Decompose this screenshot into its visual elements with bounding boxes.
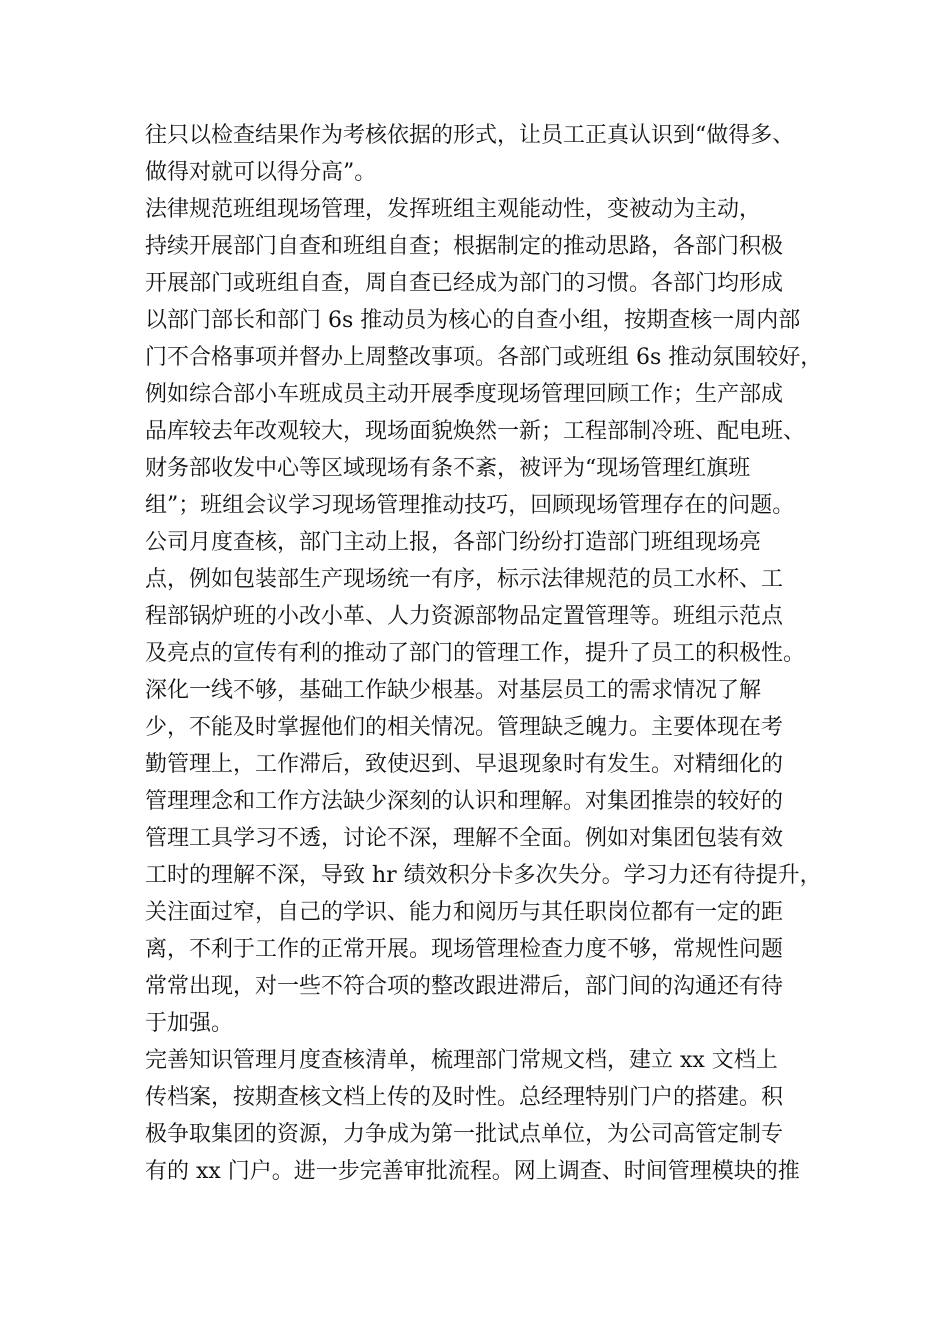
text-line: 持续开展部门自查和班组自查；根据制定的推动思路，各部门积极 [145,234,784,259]
text-line: 点，例如包装部生产现场统一有序，标示法律规范的员工水杯、工 [145,567,784,592]
text-line: 离，不利于工作的正常开展。现场管理检查力度不够，常规性问题 [145,937,784,962]
paragraph-2 [145,191,825,524]
text-line: 例如综合部小车班成员主动开展季度现场管理回顾工作；生产部成 [145,382,784,407]
text-line: 工时的理解不深，导致 hr 绩效积分卡多次失分。学习力还有待提升， [145,863,822,888]
text-line: 门不合格事项并督办上周整改事项。各部门或班组 6s 推动氛围较好， [145,345,823,370]
text-line: 勤管理上，工作滞后，致使迟到、早退现象时有发生。对精细化的 [145,752,784,777]
paragraph-5 [145,1042,825,1190]
paragraph-3 [145,524,825,672]
text-line: 法律规范班组现场管理，发挥班组主观能动性，变被动为主动， [145,197,762,222]
text-line: 程部锅炉班的小改小革、人力资源部物品定置管理等。班组示范点 [145,604,784,629]
text-line: 财务部收发中心等区域现场有条不紊，被评为“现场管理红旗班 [145,456,751,481]
text-line: 于加强。 [145,1011,234,1036]
paragraph-4 [145,672,825,1042]
text-line: 完善知识管理月度查核清单，梳理部门常规文档，建立 xx 文档上 [145,1048,778,1073]
text-line: 管理理念和工作方法缺少深刻的认识和理解。对集团推崇的较好的 [145,789,784,814]
text-line: 做得对就可以得分高”。 [145,160,377,185]
text-line: 极争取集团的资源，力争成为第一批试点单位，为公司高管定制专 [145,1122,784,1147]
text-line: 有的 xx 门户。进一步完善审批流程。网上调查、时间管理模块的推 [145,1159,800,1184]
text-line: 传档案，按期查核文档上传的及时性。总经理特别门户的搭建。积 [145,1085,784,1110]
paragraph-1 [145,117,825,191]
text-line: 品库较去年改观较大，现场面貌焕然一新；工程部制冷班、配电班、 [145,419,806,444]
text-line: 关注面过窄，自己的学识、能力和阅历与其任职岗位都有一定的距 [145,900,784,925]
text-line: 少，不能及时掌握他们的相关情况。管理缺乏魄力。主要体现在考 [145,715,784,740]
text-line: 常常出现，对一些不符合项的整改跟进滞后，部门间的沟通还有待 [145,974,784,999]
text-line: 管理工具学习不透，讨论不深，理解不全面。例如对集团包装有效 [145,826,784,851]
text-line: 深化一线不够，基础工作缺少根基。对基层员工的需求情况了解 [145,678,762,703]
document-body [145,117,825,1190]
text-line: 往只以检查结果作为考核依据的形式，让员工正真认识到“做得多、 [145,123,795,148]
text-line: 以部门部长和部门 6s 推动员为核心的自查小组，按期查核一周内部 [145,308,801,333]
text-line: 及亮点的宣传有利的推动了部门的管理工作，提升了员工的积极性。 [145,641,806,666]
text-line: 组”；班组会议学习现场管理推动技巧，回顾现场管理存在的问题。 [145,493,795,518]
text-line: 公司月度查核，部门主动上报，各部门纷纷打造部门班组现场亮 [145,530,762,555]
text-line: 开展部门或班组自查，周自查已经成为部门的习惯。各部门均形成 [145,271,784,296]
